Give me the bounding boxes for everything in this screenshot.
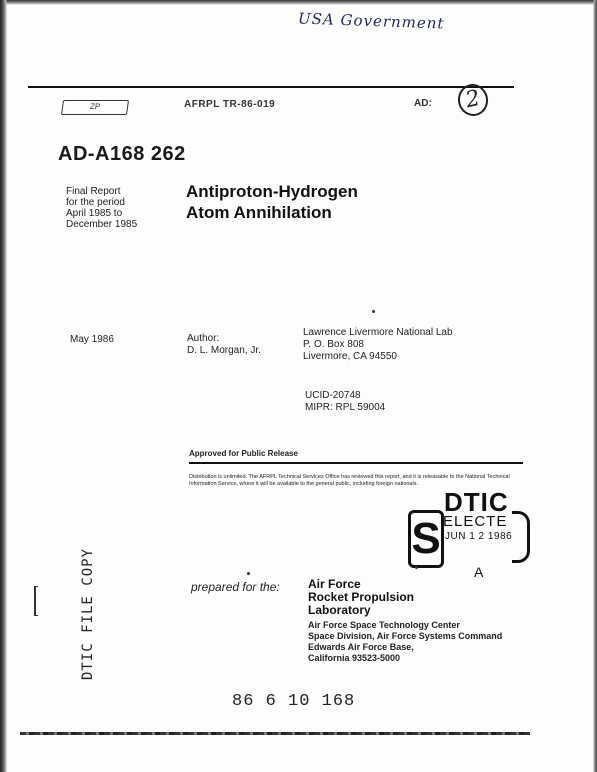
bottom-scan-edge	[20, 732, 530, 735]
distribution-rule	[189, 462, 523, 464]
address-line: Air Force Space Technology Center	[308, 620, 460, 630]
report-period-line: Final Report	[66, 186, 121, 197]
distribution-statement: Distribution is unlimited. The AFRPL Technical Services Office has reviewed this report, and it is releasable to the National Technical Information Service, where it will be available to the general public, including foreign nationals.	[189, 474, 510, 487]
lab-address-line: P. O. Box 808	[303, 339, 364, 350]
report-period-line: April 1985 to	[66, 208, 123, 219]
report-date: May 1986	[70, 334, 114, 345]
identifier-line: UCID-20748	[305, 390, 361, 401]
identifier-line: MIPR: RPL 59004	[305, 402, 386, 413]
address-line: Edwards Air Force Base,	[308, 642, 414, 652]
author-block	[187, 333, 261, 357]
report-number: AFRPL TR-86-019	[184, 99, 276, 110]
author-label: Author:	[187, 333, 220, 344]
report-title	[186, 181, 358, 223]
margin-marks	[34, 586, 38, 616]
ink-speck	[372, 310, 375, 313]
dtic-stamp-d-bracket	[512, 511, 530, 563]
title-line: Antiproton-Hydrogen	[186, 182, 358, 201]
page-right-edge	[593, 0, 597, 772]
page-top-edge	[0, 0, 597, 5]
dtic-stamp-a: A	[474, 564, 484, 580]
lab-address-line: Lawrence Livermore National Lab	[303, 327, 453, 338]
header-rule	[28, 86, 514, 88]
handwritten-note: USA Government	[297, 9, 445, 33]
title-line: Atom Annihilation	[186, 203, 332, 222]
identifiers	[305, 390, 385, 414]
organization-line: Air Force	[308, 577, 361, 591]
header-logo-stamp: ZP	[61, 100, 129, 115]
lab-address	[303, 327, 453, 363]
dtic-stamp-elected: ELECTE	[443, 513, 508, 530]
page-left-edge	[0, 0, 7, 772]
dtic-file-copy-stamp: DTIC FILE COPY	[80, 547, 96, 680]
prepared-for-address	[308, 620, 502, 664]
ink-speck	[415, 566, 418, 569]
prepared-for-organization	[308, 578, 414, 617]
lab-address-line: Livermore, CA 94550	[303, 351, 397, 362]
report-period-line: December 1985	[66, 219, 138, 230]
dtic-stamp-title: DTIC	[444, 487, 509, 517]
dtic-stamp-date: JUN 1 2 1986	[445, 531, 513, 542]
author-name: D. L. Morgan, Jr.	[187, 345, 261, 356]
address-line: California 93523-5000	[308, 653, 401, 663]
ad-label: AD:	[414, 98, 432, 109]
ink-speck	[247, 572, 250, 575]
organization-line: Rocket Propulsion	[308, 590, 415, 604]
dtic-stamp-s: S	[408, 510, 444, 568]
prepared-for-label: prepared for the:	[191, 580, 280, 594]
release-statement: Approved for Public Release	[189, 449, 298, 458]
address-line: Space Division, Air Force Systems Command	[308, 631, 503, 641]
organization-line: Laboratory	[308, 603, 371, 617]
document-number: 86 6 10 168	[232, 692, 356, 711]
report-period	[66, 186, 166, 230]
accession-number: AD-A168 262	[58, 143, 186, 165]
ad-circled-mark: 2	[455, 81, 491, 119]
report-period-line: for the period	[66, 197, 125, 208]
